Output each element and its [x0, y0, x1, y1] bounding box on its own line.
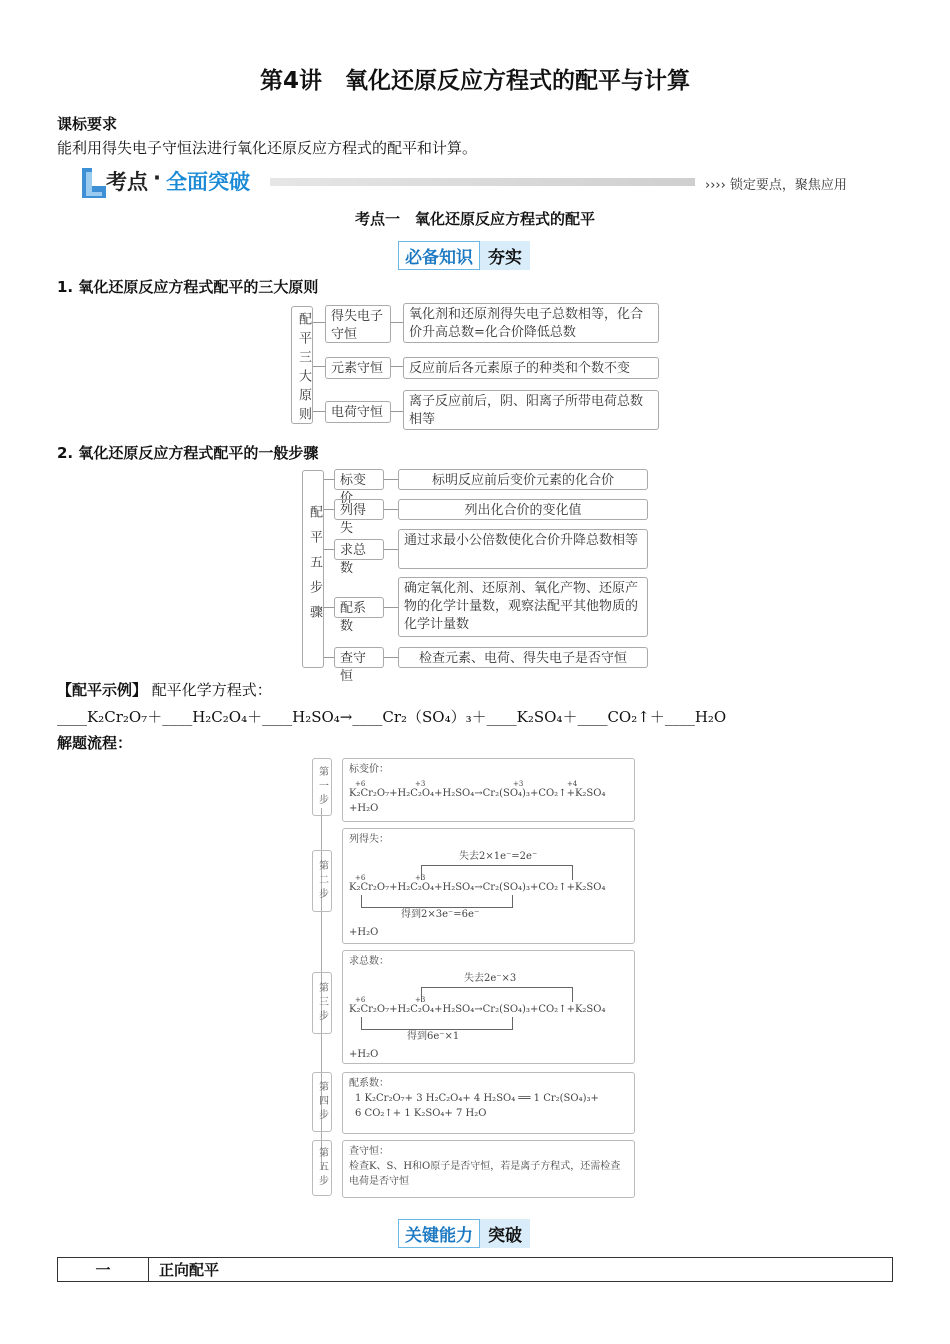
example-equation: ____K₂Cr₂O₇＋____H₂C₂O₄＋____H₂SO₄→____Cr₂（SO₄）₃＋____K₂SO₄＋____CO₂↑＋____H₂O — [57, 708, 727, 726]
table-label: 正向配平 — [149, 1258, 893, 1282]
badge-ability — [398, 1219, 530, 1248]
flow-box-4: 配系数： 1 K₂Cr₂O₇+ 3 H₂C₂O₄+ 4 H₂SO₄ ══ 1 Cr₂(SO₄)₃+ 6 CO₂↑+ 1 K₂SO₄+ 7 H₂O — [342, 1072, 635, 1134]
point1-heading: 考点一 氧化还原反应方程式的配平 — [354, 210, 595, 228]
flow-step-5: 第五步 — [312, 1140, 332, 1196]
s1-item-name-2: 元素守恒 — [325, 357, 391, 379]
badge-knowledge — [398, 241, 530, 270]
flow-box-2: 列得失： 失去2×1e⁻=2e⁻ +6 +3 K₂Cr₂O₇+H₂C₂O₄+H₂SO₄→Cr₂(SO₄)₃+CO₂↑+K₂SO₄ 得到2×3e⁻=6e⁻ +H₂O — [342, 828, 635, 944]
banner-logo-icon — [78, 166, 108, 200]
banner-tail: ›››› 锁定要点，聚焦应用 — [705, 178, 847, 193]
section2-root: 配平五步骤 — [307, 505, 322, 630]
flow-step-3: 第三步 — [312, 972, 332, 1034]
flow-step-4: 第四步 — [312, 1072, 332, 1132]
s2-item-name-4: 配系数 — [334, 597, 384, 618]
reaction-arrow: → — [339, 708, 353, 726]
example-text: 配平化学方程式： — [151, 681, 272, 699]
requirements-text: 能利用得失电子守恒法进行氧化还原反应方程式的配平和计算。 — [57, 139, 478, 157]
s2-item-desc-4: 确定氧化剂、还原剂、氧化产物、还原产物的化学计量数，观察法配平其他物质的化学计量数 — [398, 577, 648, 637]
s1-item-desc-2: 反应前后各元素原子的种类和个数不变 — [403, 357, 659, 379]
table-num: 一 — [58, 1258, 149, 1282]
flow-step-1: 第一步 — [312, 758, 332, 816]
s2-item-desc-3: 通过求最小公倍数使化合价升降总数相等 — [398, 529, 648, 569]
requirements-heading: 课标要求 — [57, 115, 118, 133]
flow-step-2: 第二步 — [312, 850, 332, 912]
s2-item-name-3: 求总数 — [334, 539, 384, 560]
flow-box-1: 标变价： +6 +3 +3 +4 K₂Cr₂O₇+H₂C₂O₄+H₂SO₄→Cr₂(SO₄)₃+CO₂↑+K₂SO₄ +H₂O — [342, 758, 635, 822]
flow-box-5: 查守恒： 检查K、S、H和O原子是否守恒，若是离子方程式，还需检查电荷是否守恒 — [342, 1140, 635, 1198]
flow-box-3: 求总数： 失去2e⁻×3 +6 +3 K₂Cr₂O₇+H₂C₂O₄+H₂SO₄→Cr₂(SO₄)₃+CO₂↑+K₂SO₄ 得到6e⁻×1 +H₂O — [342, 950, 635, 1064]
example-intro — [57, 679, 272, 700]
banner-bar — [270, 178, 695, 186]
banner-dot: · — [153, 166, 161, 190]
badge-ability-left: 关键能力 — [398, 1219, 480, 1248]
process-label: 解题流程： — [57, 734, 133, 752]
s2-item-desc-1: 标明反应前后变价元素的化合价 — [398, 469, 648, 490]
s2-item-name-2: 列得失 — [334, 499, 384, 520]
s2-item-name-5: 查守恒 — [334, 647, 384, 668]
example-label: 【配平示例】 — [57, 681, 148, 699]
s2-item-name-1: 标变价 — [334, 469, 384, 490]
badge-knowledge-left: 必备知识 — [398, 241, 480, 270]
section2-heading: 2. 氧化还原反应方程式配平的一般步骤 — [57, 444, 319, 462]
page-title: 第4讲 氧化还原反应方程式的配平与计算 — [259, 68, 690, 94]
s1-item-desc-1: 氧化剂和还原剂得失电子总数相等，化合价升高总数=化合价降低总数 — [403, 303, 659, 343]
banner-right: 全面突破 — [166, 170, 250, 194]
s1-item-name-1: 得失电子守恒 — [325, 305, 391, 343]
s2-item-desc-2: 列出化合价的变化值 — [398, 499, 648, 520]
section1-root: 配平三大原则 — [296, 312, 311, 426]
s1-item-name-3: 电荷守恒 — [325, 401, 391, 423]
banner-left: 考点 — [106, 170, 148, 194]
badge-ability-right: 突破 — [480, 1219, 530, 1248]
s1-item-desc-3: 离子反应前后，阴、阳离子所带电荷总数相等 — [403, 390, 659, 430]
s2-item-desc-5: 检查元素、电荷、得失电子是否守恒 — [398, 647, 648, 668]
badge-knowledge-right: 夯实 — [480, 241, 530, 270]
section1-heading: 1. 氧化还原反应方程式配平的三大原则 — [57, 278, 319, 296]
section-table — [57, 1257, 893, 1282]
